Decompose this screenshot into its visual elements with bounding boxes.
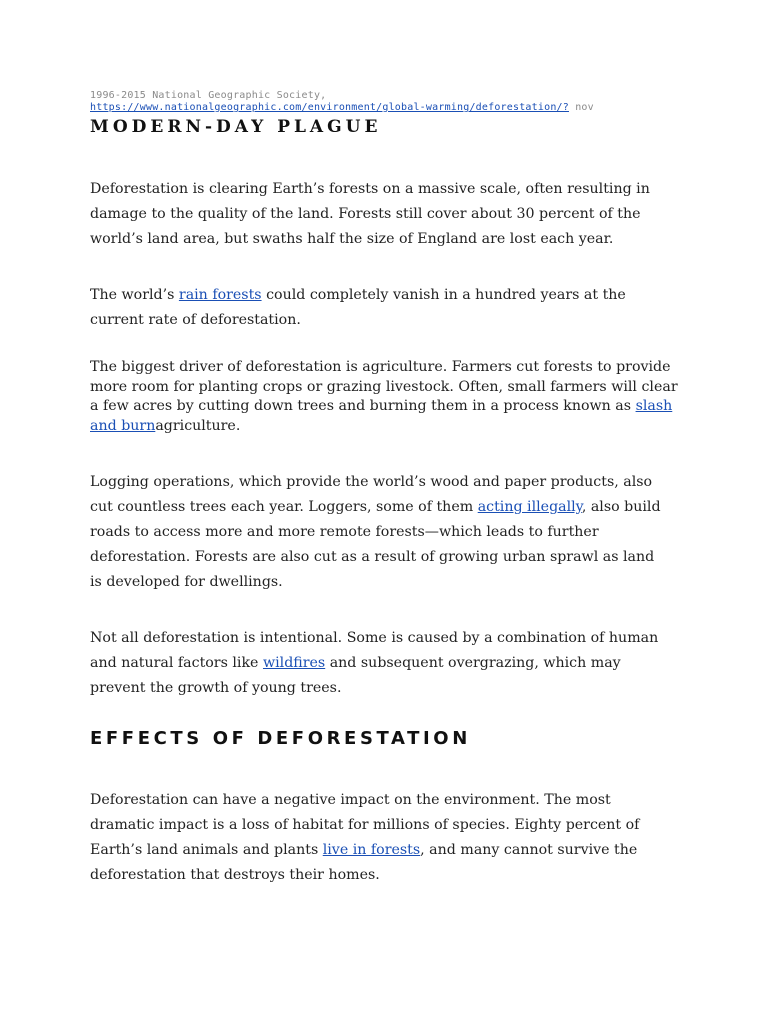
live-in-forests-link[interactable]: live in forests (322, 842, 421, 858)
paragraph-text: agriculture. (155, 417, 241, 434)
rain-forests-link[interactable]: rain forests (178, 287, 262, 303)
paragraph-agriculture (90, 358, 685, 436)
paragraph-text: Logging operations, which provide the world’s wood and paper products, also cut countless trees each year. Loggers, some of them (90, 474, 653, 515)
citation-line (90, 90, 650, 114)
paragraph-text: The world’s (90, 287, 179, 303)
slash-and-burn-link[interactable]: slash and burn (90, 398, 673, 434)
wildfires-link[interactable]: wildfires (262, 655, 326, 671)
paragraph-logging (90, 470, 670, 595)
paragraph-text: The biggest driver of deforestation is agriculture. Farmers cut forests to provide more room for planting crops or grazing livestock. Often, small farmers will clear a few acres by cutting down trees and burning them in a process known as (90, 359, 678, 414)
document-page (90, 90, 690, 883)
citation-source: 1996-2015 National Geographic Society, (90, 90, 327, 101)
paragraph-unintentional (90, 626, 670, 701)
paragraph-definition: Deforestation is clearing Earth’s forests on a massive scale, often resulting in damage to the quality of the land. Forests still cover about 30 percent of the world’s land area, but swaths half the size of England are lost each year. (90, 181, 650, 247)
citation-date: nov (568, 102, 594, 113)
paragraph-text: Not all deforestation is intentional. Some is caused by a combination of human and natural factors like (90, 630, 659, 671)
paragraph-text: and subsequent overgrazing, which may prevent the growth of young trees. (90, 655, 621, 696)
paragraph-text: could completely vanish in a hundred years at the current rate of deforestation. (90, 287, 626, 328)
paragraph-text: Deforestation can have a negative impact on the environment. The most dramatic impact is a loss of habitat for millions of species. Eighty percent of Earth’s land animals and plants (90, 792, 640, 858)
paragraph-text: , also build roads to access more and more remote forests—which leads to further deforestation. Forests are also cut as a result of growing urban sprawl as land is developed for dwellings. (90, 499, 661, 590)
heading-modern-day-plague: MODERN-DAY PLAGUE (90, 117, 382, 137)
paragraph-text: , and many cannot survive the deforestation that destroys their homes. (90, 842, 638, 883)
paragraph-rain-forests (90, 283, 650, 333)
heading-effects-of-deforestation: EFFECTS OF DEFORESTATION (90, 728, 471, 749)
paragraph-effects (90, 788, 670, 888)
acting-illegally-link[interactable]: acting illegally (477, 499, 582, 515)
citation-url-link[interactable]: https://www.nationalgeographic.com/environment/global-warming/deforestation/? (90, 102, 569, 113)
